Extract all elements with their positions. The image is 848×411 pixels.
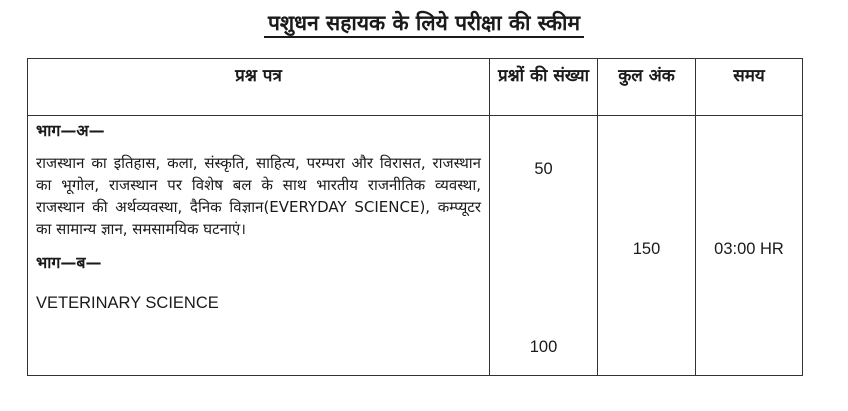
page-title bbox=[0, 8, 848, 38]
header-time: समय bbox=[696, 59, 803, 116]
header-paper: प्रश्न पत्र bbox=[28, 59, 490, 116]
part-b-heading: भाग—ब— bbox=[36, 253, 102, 272]
part-b-question-count: 100 bbox=[529, 338, 558, 356]
time-cell: 03:00 HR bbox=[696, 116, 803, 376]
exam-scheme-table bbox=[27, 58, 803, 376]
part-a-heading: भाग—अ— bbox=[36, 121, 105, 140]
paper-cell bbox=[28, 116, 490, 376]
header-total-marks: कुल अंक bbox=[598, 59, 696, 116]
part-a-question-count: 50 bbox=[534, 160, 553, 178]
page-title-text: पशुधन सहायक के लिये परीक्षा की स्कीम bbox=[264, 11, 584, 38]
part-b-subjects: VETERINARY SCIENCE bbox=[36, 294, 219, 312]
header-row bbox=[28, 59, 803, 116]
body-row bbox=[28, 116, 803, 376]
header-question-count: प्रश्नों की संख्या bbox=[490, 59, 598, 116]
question-count-cell bbox=[490, 116, 598, 376]
total-marks-cell: 150 bbox=[598, 116, 696, 376]
part-a-subjects: राजस्थान का इतिहास, कला, संस्कृति, साहित्य, परम्परा और विरासत, राजस्थान का भूगोल, राजस्थान पर विशेष बल के साथ भारतीय राजनीतिक व्यवस्था, राजस्थान की अर्थव्यवस्था, दैनिक विज्ञान(EVERYDAY SCIENCE), कम्प्यूटर का सामान्य ज्ञान, समसामयिक घटनाएं। bbox=[36, 154, 481, 238]
